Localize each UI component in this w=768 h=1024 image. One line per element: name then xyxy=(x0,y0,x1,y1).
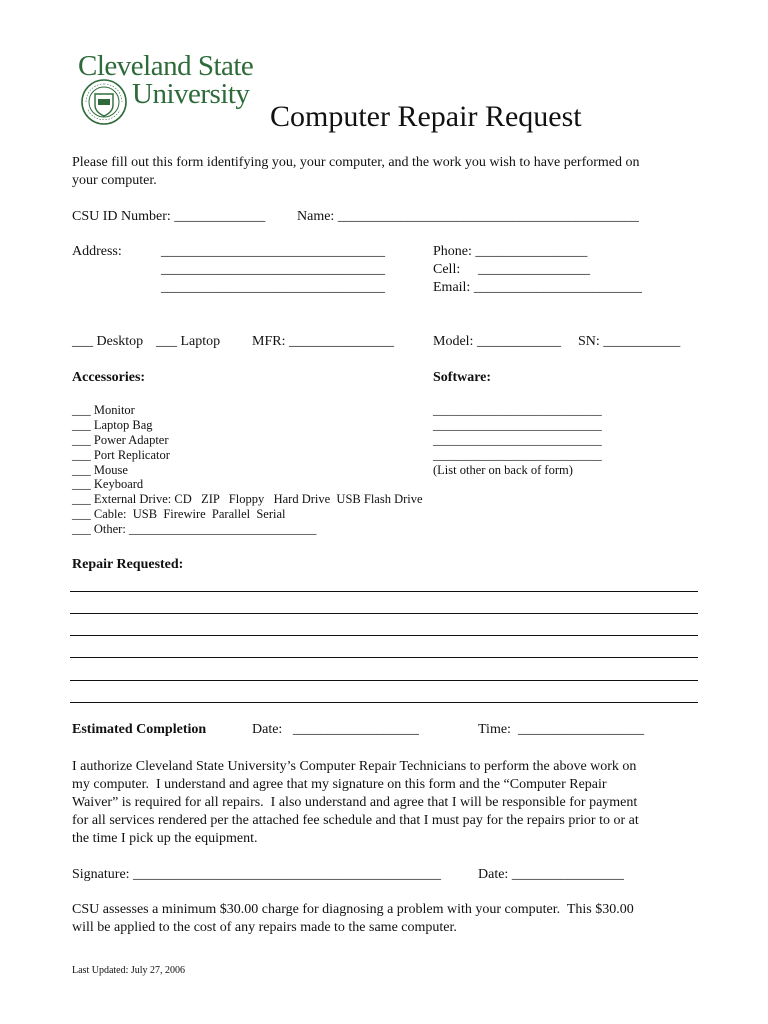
authorization-line: the time I pick up the equipment. xyxy=(72,831,258,846)
accessory-item[interactable]: ___ Other: ______________________________ xyxy=(72,522,317,536)
cell-field[interactable]: ________________ xyxy=(478,262,590,277)
accessory-item[interactable]: ___ Cable: USB Firewire Parallel Serial xyxy=(72,507,286,521)
model-field[interactable]: Model: ____________ xyxy=(433,334,561,349)
software-line[interactable]: ___________________________ xyxy=(433,418,602,432)
laptop-checkbox[interactable]: ___ Laptop xyxy=(156,334,221,349)
cell-label: Cell: xyxy=(433,262,461,277)
repair-heading: Repair Requested: xyxy=(72,557,184,572)
signature-field[interactable]: Signature: ____________________________________________ xyxy=(72,867,442,882)
accessory-item[interactable]: ___ Monitor xyxy=(72,403,135,417)
university-seal-icon xyxy=(80,78,128,126)
address-line-1[interactable]: ________________________________ xyxy=(161,244,385,259)
repair-line[interactable] xyxy=(70,702,698,703)
email-field[interactable]: Email: ________________________ xyxy=(433,280,642,295)
software-line[interactable]: ___________________________ xyxy=(433,433,602,447)
name-field[interactable]: Name: ___________________________________________ xyxy=(297,209,639,224)
authorization-line: my computer. I understand and agree that my signature on this form and the “Computer Repair xyxy=(72,777,607,792)
csu-id-field[interactable]: CSU ID Number: _____________ xyxy=(72,209,266,224)
intro-line-2: your computer. xyxy=(72,173,157,188)
software-heading: Software: xyxy=(433,370,492,385)
software-note: (List other on back of form) xyxy=(433,463,573,477)
repair-line[interactable] xyxy=(70,635,698,636)
authorization-line: for all services rendered per the attached fee schedule and that I must pay for the repairs prior to or at xyxy=(72,813,639,828)
address-line-3[interactable]: ________________________________ xyxy=(161,280,385,295)
intro-line-1: Please fill out this form identifying you, your computer, and the work you wish to have performed on xyxy=(72,155,640,170)
address-label: Address: xyxy=(72,244,122,259)
accessory-item[interactable]: ___ Port Replicator xyxy=(72,448,170,462)
completion-time-field[interactable]: Time: __________________ xyxy=(478,722,644,737)
desktop-checkbox[interactable]: ___ Desktop xyxy=(72,334,144,349)
accessory-item[interactable]: ___ Power Adapter xyxy=(72,433,169,447)
mfr-field[interactable]: MFR: _______________ xyxy=(252,334,394,349)
accessory-item[interactable]: ___ External Drive: CD ZIP Floppy Hard Drive USB Flash Drive xyxy=(72,492,423,506)
page-title: Computer Repair Request xyxy=(270,100,582,133)
software-line[interactable]: ___________________________ xyxy=(433,448,602,462)
accessory-item[interactable]: ___ Laptop Bag xyxy=(72,418,153,432)
repair-line[interactable] xyxy=(70,680,698,681)
logo-wordmark-line2: University xyxy=(132,78,250,110)
fee-notice-line-2: will be applied to the cost of any repairs made to the same computer. xyxy=(72,920,457,935)
signature-date-field[interactable]: Date: ________________ xyxy=(478,867,624,882)
authorization-line: I authorize Cleveland State University’s Computer Repair Technicians to perform the above work on xyxy=(72,759,637,774)
completion-date-field[interactable]: Date: __________________ xyxy=(252,722,419,737)
fee-notice-line-1: CSU assesses a minimum $30.00 charge for diagnosing a problem with your computer. This $30.00 xyxy=(72,902,634,917)
last-updated: Last Updated: July 27, 2006 xyxy=(72,965,186,976)
repair-line[interactable] xyxy=(70,591,698,592)
sn-field[interactable]: SN: ___________ xyxy=(578,334,681,349)
phone-field[interactable]: Phone: ________________ xyxy=(433,244,588,259)
software-line[interactable]: ___________________________ xyxy=(433,403,602,417)
accessory-item[interactable]: ___ Keyboard xyxy=(72,477,144,491)
accessories-heading: Accessories: xyxy=(72,370,146,385)
address-line-2[interactable]: ________________________________ xyxy=(161,262,385,277)
completion-heading: Estimated Completion xyxy=(72,722,207,737)
accessory-item[interactable]: ___ Mouse xyxy=(72,463,128,477)
logo-wordmark-line1: Cleveland State xyxy=(78,50,254,82)
authorization-line: Waiver” is required for all repairs. I also understand and agree that I will be responsible for payment xyxy=(72,795,638,810)
repair-line[interactable] xyxy=(70,657,698,658)
repair-line[interactable] xyxy=(70,613,698,614)
